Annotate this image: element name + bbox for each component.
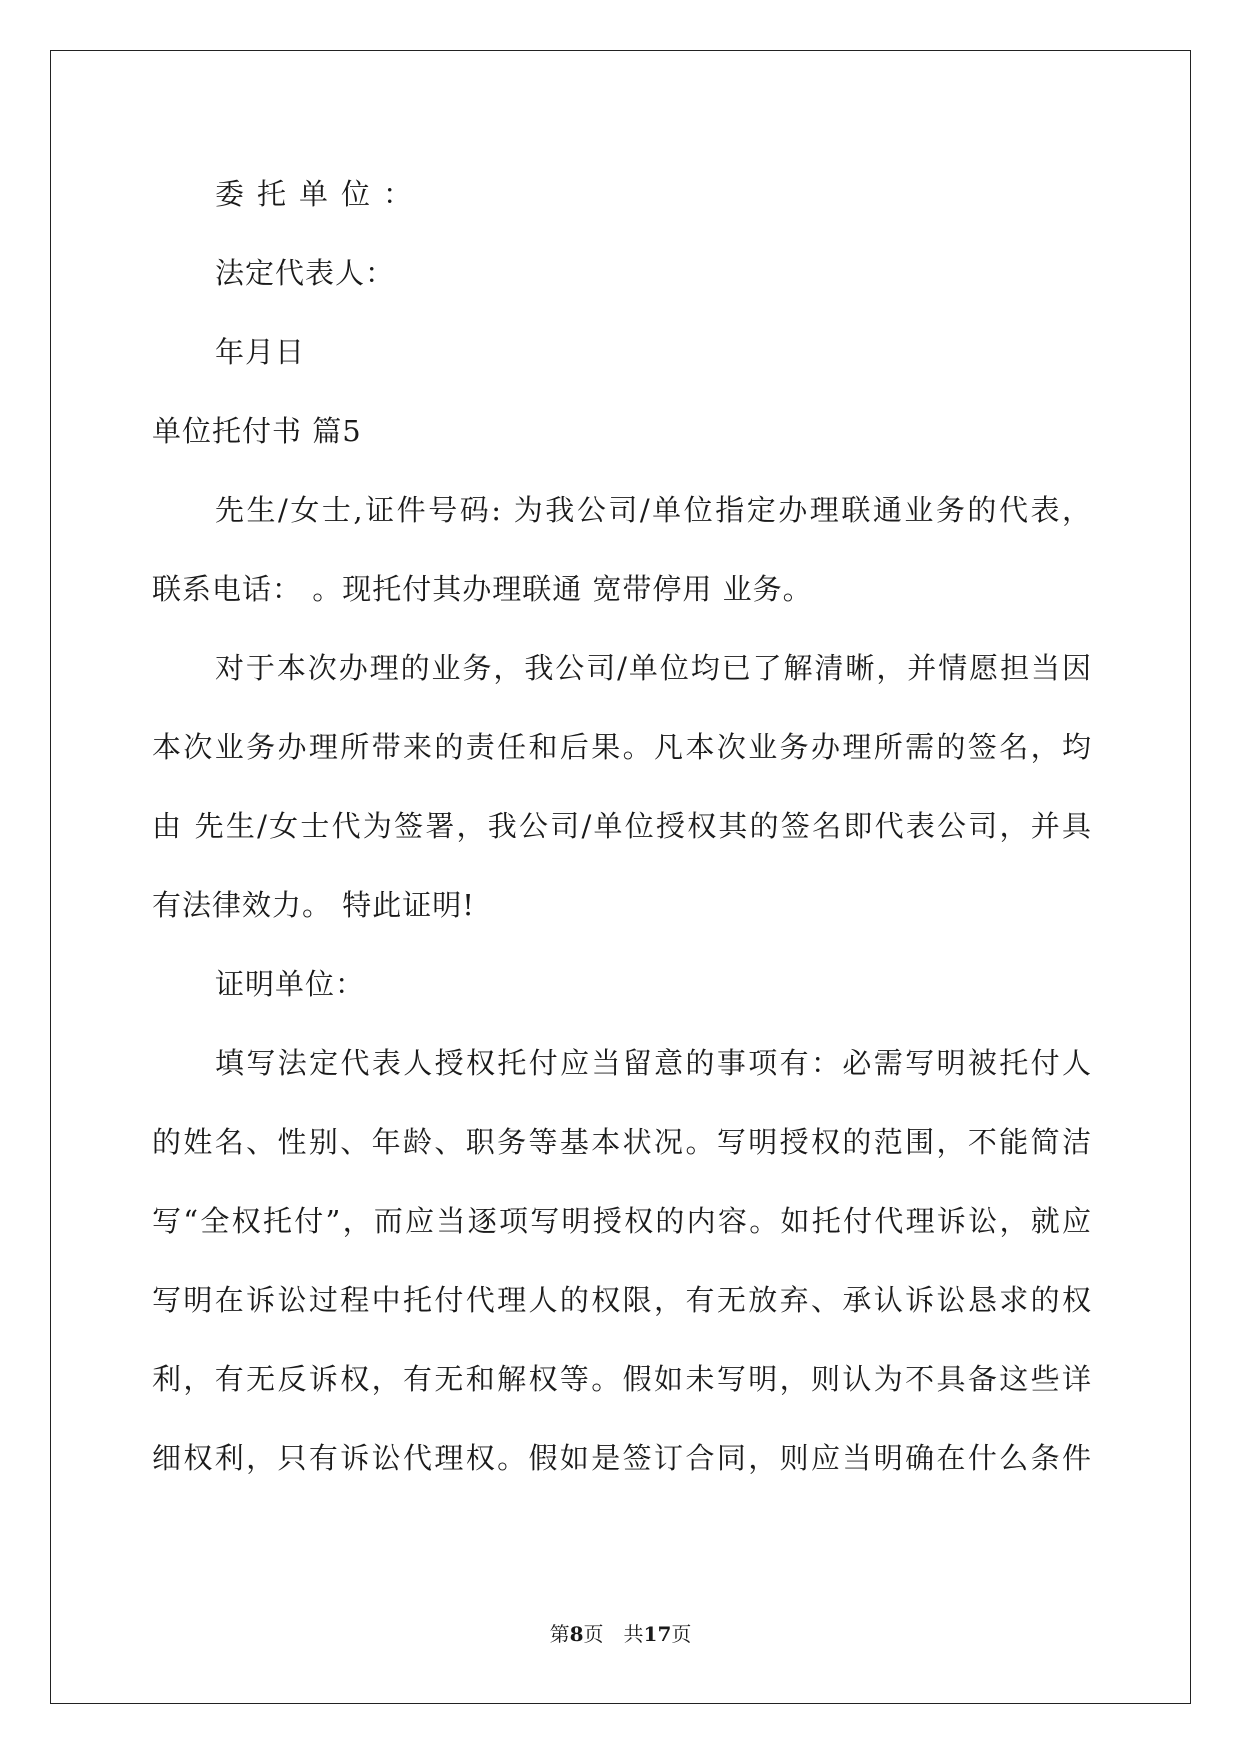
paragraph-line: 利，有无反诉权，有无和解权等。假如未写明，则认为不具备这些详 — [152, 1362, 1092, 1396]
footer-prefix: 第 — [549, 1622, 570, 1646]
footer-suffix: 页 — [671, 1622, 692, 1646]
client-unit-label: 委托单位： — [215, 177, 426, 211]
paragraph-line: 对于本次办理的业务，我公司/单位均已了解清晰，并情愿担当因 — [215, 651, 1092, 685]
date-label: 年月日 — [215, 335, 306, 369]
paragraph-line: 写明在诉讼过程中托付代理人的权限，有无放弃、承认诉讼恳求的权 — [152, 1283, 1092, 1317]
paragraph-line: 有法律效力。 特此证明! — [152, 888, 475, 922]
certifying-unit-label: 证明单位： — [215, 967, 366, 1001]
paragraph-line: 本次业务办理所带来的责任和后果。凡本次业务办理所需的签名，均 — [152, 730, 1092, 764]
paragraph-line: 细权利，只有诉讼代理权。假如是签订合同，则应当明确在什么条件 — [152, 1441, 1092, 1475]
current-page-number: 8 — [569, 1622, 584, 1646]
paragraph-line: 写“全权托付”，而应当逐项写明授权的内容。如托付代理诉讼，就应 — [152, 1204, 1092, 1238]
section-heading: 单位托付书 篇5 — [152, 414, 362, 448]
paragraph-line: 的姓名、性别、年龄、职务等基本状况。写明授权的范围，不能简洁 — [152, 1125, 1092, 1159]
total-page-count: 17 — [643, 1622, 672, 1646]
legal-representative-label: 法定代表人： — [215, 256, 396, 290]
paragraph-line: 联系电话： 。现托付其办理联通 宽带停用 业务。 — [152, 572, 813, 606]
paragraph-line: 填写法定代表人授权托付应当留意的事项有：必需写明被托付人 — [215, 1046, 1092, 1080]
page-footer — [0, 1620, 1241, 1648]
paragraph-line: 由 先生/女士代为签署，我公司/单位授权其的签名即代表公司，并具 — [152, 809, 1092, 843]
paragraph-line: 先生/女士,证件号码: 为我公司/单位指定办理联通业务的代表， — [215, 493, 1092, 527]
footer-mid: 页 共 — [583, 1622, 644, 1646]
